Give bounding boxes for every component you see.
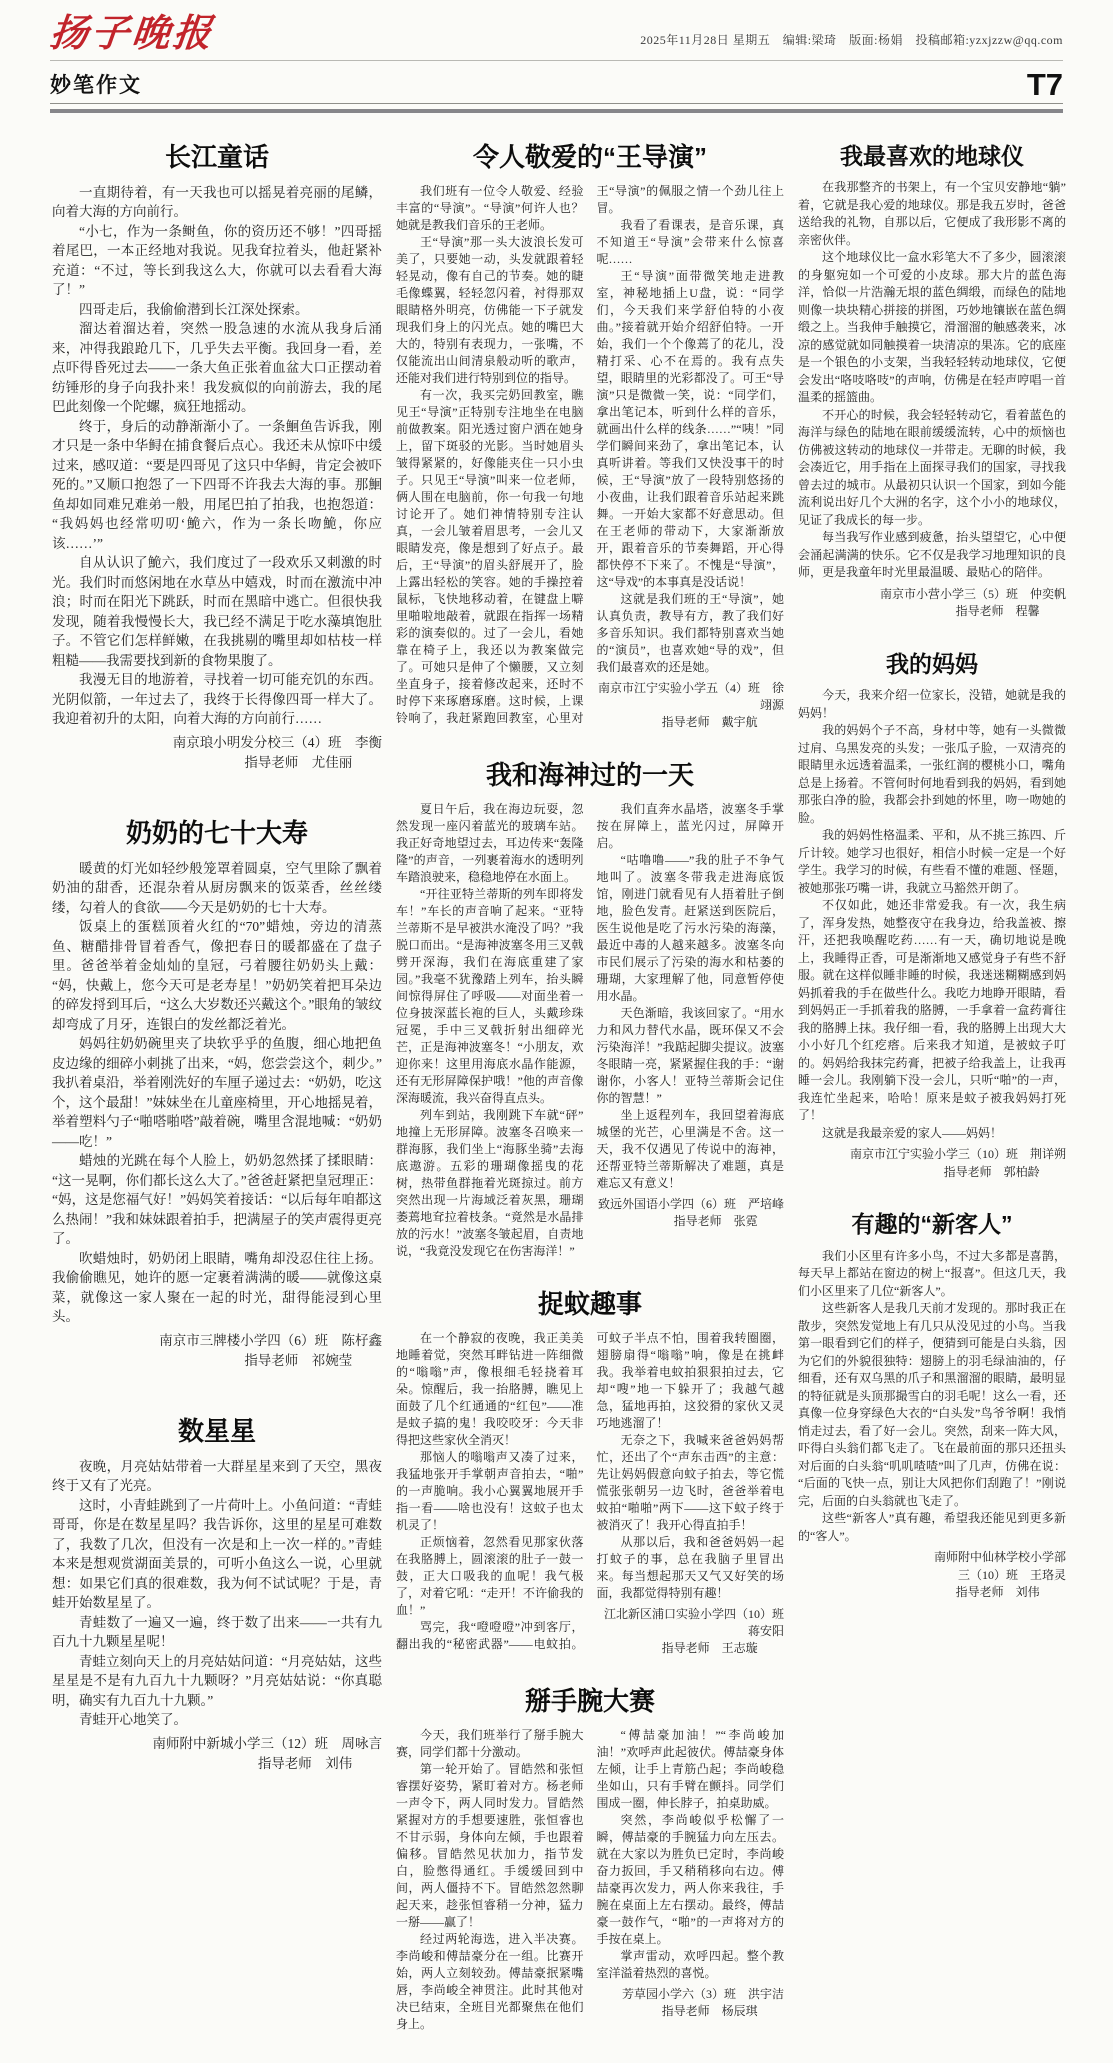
article-paragraph: 这些“新客人”真有趣，希望我还能见到更多新的“客人”。 (798, 1511, 1066, 1543)
byline-line: 指导老师 杨辰琪 (661, 2003, 758, 2018)
byline-line: 芳草园小学六（3）班 洪宇洁 (621, 1986, 784, 2001)
article-paragraph: 在我那整齐的书架上，有一个宝贝安静地“躺”着，它就是我心爱的地球仪。那是我五岁时，爸爸送给我的礼物，自那以后，它便成了我形影不离的亲密伙伴。 (798, 180, 1066, 247)
byline-line: 南师附中仙林学校小学部 (933, 1550, 1066, 1565)
article-byline (597, 1196, 785, 1230)
article-paragraph: 饭桌上的蛋糕顶着火红的“70”蜡烛，旁边的清蒸鱼、糖醋排骨冒着香气，像把春日的暖都盛在了盘子里。爸爸举着金灿灿的皇冠，弓着腰往奶奶头上戴：“妈，快戴上，您今天可是老寿星！”奶奶笑着把耳朵边的碎发捋到耳后，“这么大岁数还兴戴这个。”眼角的皱纹却弯成了月牙，连银白的发丝都泛着光。 (52, 919, 382, 1032)
article-paragraph: 在一个静寂的夜晚，我正美美地睡着觉，突然耳畔钻进一阵细微的“嗡嗡”声，像根细毛轻挠着耳朵。惊醒后，我一抬胳膊，瞧见上面鼓了几个红通通的“红包”——准是蚊子搞的鬼！我咬咬牙：今天非得把这些家伙全消灭！ (396, 1330, 584, 1447)
masthead-row (47, 10, 1063, 55)
article-paragraph: 今天，我来介绍一位家长，没错，她就是我的妈妈！ (798, 688, 1066, 720)
article-paragraph: “傅喆豪加油！”“李尚峻加油！”欢呼声此起彼伏。傅喆豪身体左倾，让手上青筋凸起；李尚峻稳坐如山，只有手臂在颤抖。同学们围成一圈，伸长脖子，拍桌助威。 (596, 1727, 784, 1810)
article-paragraph: 我的妈妈个子不高，身材中等，她有一头微微过肩、乌黑发亮的头发；一张瓜子脸，一双清亮的眼睛里永远透着温柔，一张红润的樱桃小口，嘴角总是上扬着。不管何时何地看到我的妈妈，看到她那张白净的脸，我都会扑到她的怀里，吻一吻她的脸。 (798, 723, 1066, 825)
article-title: 掰手腕大赛 (524, 1685, 655, 1716)
article-body (396, 1727, 784, 2033)
article-paragraph: 骂完，我“噔噔噔”冲到客厅，翻出我的“秘密武器”——电蚊拍。可蚊子半点不怕，围着我转圈圈，翅膀扇得“嗡嗡”响，像是在挑衅我。我举着电蚊拍狠狠拍过去，它却“嗖”地一下躲开了；我越气越急，猛地再拍，这狡猾的家伙又灵巧地逃溜了！ (396, 1330, 784, 1651)
article-paragraph: 妈妈往奶奶碗里夹了块软乎乎的鱼腹，细心地把鱼皮边缘的细碎小刺挑了出来，“妈，您尝尝这个，刺少。”我扒着桌沿，举着刚洗好的车厘子递过去：“奶奶，吃这个，这个最甜！”妹妹坐在儿童座椅里，开心地摇晃着，举着塑料勺子“啪嗒啪嗒”敲着碗，嘴里含混地喊：“奶奶——吃！” (52, 1036, 382, 1149)
article-paragraph: 我们小区里有许多小鸟，不过大多都是喜鹊，每天早上都站在窗边的树上“报喜”。但这几天，我们小区里来了几位“新客人”。 (798, 1248, 1066, 1298)
byline-line: 南师附中新城小学三（12）班 周咏言 (152, 1735, 382, 1751)
article-paragraph: 青蛙立刻向天上的月亮姑姑问道：“月亮姑姑，这些星星是不是有九百九十九颗呀？”月亮姑姑说：“你真聪明，确实有九百九十九颗。” (52, 1653, 382, 1708)
byline-line: 三（10）班 王珞灵 (957, 1567, 1066, 1582)
article-body (798, 687, 1066, 1181)
byline-line: 指导老师 郭柏龄 (943, 1164, 1040, 1179)
page-number: T7 (1026, 67, 1063, 103)
article-byline (597, 1986, 785, 2020)
article-body (52, 859, 382, 1371)
column-middle (396, 129, 797, 2063)
article (52, 143, 382, 773)
byline-line: 指导老师 刘伟 (955, 1585, 1040, 1600)
article-title: 奶奶的七十大寿 (125, 817, 308, 848)
article-paragraph: 第一轮开始了。冒皓然和张恒睿摆好姿势，紧盯着对方。杨老师一声令下，两人同时发力。冒皓然紧握对方的手想要速胜，张恒睿也不甘示弱，身体向左倾，手也跟着偏移。冒皓然见状加力，指节发白，脸憋得通红。手缓缓回到中间，两人僵持不下。冒皓然忽然聊起天来，趁张恒睿稍一分神，猛力一掰——赢了！ (396, 1761, 584, 1929)
article-title: 长江童话 (164, 142, 269, 172)
article-paragraph: 我们直奔水晶塔，波塞冬手掌按在屏障上，蓝光闪过，屏障开启。 (596, 801, 784, 850)
article-paragraph: 终于，身后的动静渐渐小了。一条鮰鱼告诉我，刚才只是一条中华鲟在捕食餐后点心。我还未从惊吓中缓过来，感叹道：“要是四哥见了这只中华鲟，肯定会被吓死的。”又顺口抱怨了一下四哥不许我去大海的事。那鮰鱼却如同难兄难弟一般，用尾巴拍了拍我，也抱怨道：“我妈妈也经常叨叨‘鮠六，作为一条长吻鮠，你应该……’” (52, 418, 382, 551)
article-paragraph: “小七，作为一条鲥鱼，你的资历还不够！”四哥摇着尾巴，一本正经地对我说。见我耷拉着头，他赶紧补充道：“不过，等长到我这么大，你就可以去看看大海了！” (52, 223, 382, 298)
article-paragraph: 夏日午后，我在海边玩耍，忽然发现一座闪着蓝光的玻璃车站。我正好奇地望过去，耳边传来“轰隆隆”的声音，一列裹着海水的透明列车踏浪驶来，稳稳地停在水面上。 (396, 801, 584, 884)
article-paragraph: 这时，小青蛙跳到了一片荷叶上。小鱼问道：“青蛙哥哥，你是在数星星吗？我告诉你，这里的星星可难数了，我数了几次，但没有一次是和上一次一样的。”青蛙本来是想观赏湖面美景的，可听小鱼这么一说，心里就想：如果它们真的很难数，我为何不试试呢？于是，青蛙开始数星星了。 (52, 1497, 382, 1611)
article-byline (52, 1331, 382, 1371)
article-body (396, 801, 784, 1260)
article-paragraph: 列车到站，我刚跳下车就“砰”地撞上无形屏障。波塞冬召唤来一群海豚，我们坐上“海豚坐骑”去海底遨游。五彩的珊瑚像摇曳的花树，热带鱼群拖着光斑掠过。前方突然出现一片海域泛着灰黑，珊瑚萎蔫地耷拉着枝条。“竟然是水晶排放的污水！”波塞冬皱起眉，自责地说，“我竟没发现它在伤害海洋！” (396, 1107, 584, 1258)
article-paragraph: 我们班有一位令人敬爱、经验丰富的“导演”。“导演”何许人也？她就是教我们音乐的王老师。 (396, 183, 584, 232)
article-title: 数星星 (177, 1415, 256, 1446)
article-paragraph: 吹蜡烛时，奶奶闭上眼睛，嘴角却没忍住往上扬。我偷偷瞧见，她许的愿一定裹着满满的暖——就像这桌菜，就像这一家人聚在一起的时光，甜得能浸到心里头。 (52, 1250, 382, 1325)
section-title: 妙笔作文 (50, 74, 142, 97)
dateline: 2025年11月28日 星期五 编辑:梁琦 版面:杨娟 投稿邮箱:yzxjzzw@qq.com (640, 33, 1063, 47)
article-paragraph: 溜达着溜达着，突然一股急速的水流从我身后涌来，冲得我踉跄几下，几乎失去平衡。我回身一看，差点吓得昏死过去——一条大鱼正张着血盆大口正摆动着纺锤形的身子向我扑来！我发疯似的向前游去，我的尾巴此刻像一个陀螺，疯狂地摇动。 (52, 321, 382, 415)
article-paragraph: 突然，李尚峻似乎松懈了一瞬，傅喆豪的手腕猛力向左压去。就在大家以为胜负已定时，李尚峻奋力扳回，手又稍稍移向右边。傅喆豪再次发力，两人你来我往，手腕在桌面上左右摆动。最终，傅喆豪一鼓作气，“啪”的一声将对方的手按在桌上。 (596, 1812, 784, 1946)
article-paragraph: 我看了看课表，是音乐课，真不知道王“导演”会带来什么惊喜呢…… (596, 217, 784, 266)
section-row (50, 61, 1063, 103)
byline-line: 南京市江宁实验小学五（4）班 徐翊源 (597, 680, 784, 712)
article-body (798, 1248, 1066, 1602)
byline-line: 南京市小营小学三（5）班 仲奕帆 (879, 586, 1066, 601)
article-byline (597, 1606, 797, 1657)
article-paragraph: 夜晚，月亮姑姑带着一大群星星来到了天空，黑夜终于又有了光亮。 (52, 1458, 382, 1494)
article-byline (597, 680, 785, 731)
article-paragraph: “咕噜噜——”我的肚子不争气地叫了。波塞冬带我走进海底饭馆，刚进门就看见有人捂着肚子倒地，脸色发青。赶紧送到医院后，医生说他是吃了污水污染的海藻，最近中毒的人越来越多。波塞冬向市民们展示了污染的海水和枯萎的珊瑚，大家理解了他，同意暂停使用水晶。 (596, 852, 784, 1003)
article (52, 819, 382, 1371)
article-paragraph: 这个地球仪比一盒水彩笔大不了多少，圆滚滚的身躯宛如一个可爱的小皮球。那大片的蓝色海洋，恰似一片浩瀚无垠的蓝色绸缎，而绿色的陆地则像一块块精心拼接的拼图，巧妙地镶嵌在蓝色绸缎之上。当我伸手触摸它，滑溜溜的触感袭来，冰凉的感觉就如同触摸着一块清凉的果冻。它的底座是一个银色的小支架，当我轻轻转动地球仪，它便会发出“咯吱咯吱”的声响，仿佛是在轻声哼唱一首温柔的摇篮曲。 (798, 250, 1066, 405)
byline-line: 致远外国语小学四（6）班 严培峰 (597, 1196, 784, 1211)
article-byline (52, 733, 382, 773)
column-left (52, 129, 382, 1820)
article-paragraph: 蜡烛的光跳在每个人脸上，奶奶忽然揉了揉眼睛：“这一晃啊，你们都长这么大了。”爸爸赶紧把皇冠理正：“妈，这是您福气好！”妈妈笑着接话：“以后每年咱都这么热闹！”我和妹妹跟着拍手，把满屋子的笑声震得更亮了。 (52, 1153, 382, 1247)
article-title: 我的妈妈 (886, 650, 978, 677)
article-paragraph: 暖黄的灯光如轻纱般笼罩着圆桌，空气里除了飘着奶油的甜香，还混杂着从厨房飘来的饭菜香，丝丝缕缕，勾着人的食欲——今天是奶奶的七十大寿。 (52, 860, 382, 915)
article-paragraph: 天色渐暗，我该回家了。“用水力和风力替代水晶，既环保又不会污染海洋！”我踮起脚尖提议。波塞冬眼睛一亮，紧紧握住我的手：“谢谢你，小客人！亚特兰蒂斯会记住你的智慧！” (596, 1005, 784, 1105)
article-paragraph: 正烦恼着，忽然看见那家伙落在我胳膊上，圆滚滚的肚子一鼓一鼓，正大口吸我的血呢！我气极了，对着它吼：“走开！不许偷我的血！” (396, 1534, 584, 1617)
byline-line: 指导老师 尤佳丽 (244, 754, 353, 770)
article-title: 捉蚊趣事 (537, 1288, 642, 1319)
article-title: 我最喜欢的地球仪 (840, 143, 1024, 169)
byline-line: 指导老师 祁婉莹 (244, 1352, 353, 1368)
article-body (52, 1457, 382, 1774)
byline-line: 指导老师 王志璇 (661, 1640, 758, 1655)
newspaper-masthead: 扬子晚报 (47, 10, 217, 55)
article-paragraph: 青蛙数了一遍又一遍，终于数了出来——一共有九百九十九颗星星呢！ (52, 1614, 382, 1650)
article-paragraph: 有一次，我买完奶回教室，瞧见王“导演”正特别专注地坐在电脑前做教案。阳光透过窗户洒在她身上，留下斑驳的光影。当时她眉头皱得紧紧的，好像能夹住一只小虫子。只见王“导演”叫来一位老师，俩人围在电脑前，你一句我一句地讨论开了。她们神情特别专注认真，一会儿皱着眉思考，一会儿又眼睛发亮，像是想到了好点子。最后，王“导演”的眉头舒展开了，脸上露出轻松的笑容。她的手操控着鼠标，飞快地移动着，在键盘上噼里啪啦地敲着，就跟在指挥一场精彩的演奏似的。过了一会儿，看她靠在椅子上，我还以为教案做完了。可她只是伸了个懒腰，又立刻坐直身子，接着修改起来，还时不时停下来琢磨琢磨。这时候，上课铃响了，我赶紧跑回教室，心里对王“导演”的佩服之情一个劲儿往上冒。 (396, 183, 784, 725)
article-paragraph: 那恼人的嗡嗡声又凑了过来，我猛地张开手掌朝声音拍去，“啪”的一声脆响。我小心翼翼地展开手指一看——啥也没有！这蚊子也太机灵了！ (396, 1449, 584, 1532)
article-byline (798, 1146, 1066, 1181)
section-divider-thin (50, 103, 1063, 104)
article-body (396, 1330, 797, 1657)
article-paragraph: 不开心的时候，我会轻轻转动它，看着蓝色的海洋与绿色的陆地在眼前缓缓流转，心中的烦恼也仿佛被这转动的地球仪一并带走。无聊的时候，我会凑近它，用手指在上面探寻我们的国家，寻找我曾去过的城市。从最初只认识一个国家，到如今能流利说出好几个大洲的名字，这个小小的地球仪，见证了我成长的每一步。 (798, 407, 1066, 527)
byline-line: 南京市三牌楼小学四（6）班 陈杍鑫 (159, 1332, 382, 1348)
article-paragraph: 这就是我们班的王“导演”，她认真负责，教导有方，教了我们好多音乐知识。我们都特别喜欢当她的“演员”，也喜欢她“导的戏”，但我们最喜欢的还是她。 (596, 591, 784, 674)
article-paragraph: 自从认识了鮠六，我们度过了一段欢乐又刺激的时光。我们时而悠闲地在水草丛中嬉戏，时而在激流中冲浪；时而在阳光下跳跃，时而在黑暗中逃亡。但很快我发现，随着我慢慢长大，我已经不满足于吃水藻填饱肚子。不管它们怎样鲜嫩，在我挑剔的嘴里却如枯枝一样粗糙——我需要找到新的食物果腹了。 (52, 555, 382, 668)
article-paragraph: 青蛙开心地笑了。 (79, 1712, 187, 1728)
byline-line: 南京市江宁实验小学三（10）班 荆详朔 (849, 1147, 1066, 1162)
article-byline (52, 1734, 382, 1774)
article-paragraph: 王“导演”那一头大波浪长发可美了，只要她一动，头发就跟着轻轻晃动，像有自己的节奏。她的睫毛像蝶翼，轻轻忽闪着，衬得那双眼睛格外明亮，仿佛能一下子就发现我们身上的闪光点。她的嘴巴大大的，特别有表现力，一张嘴，不仅能流出山间清泉般动听的歌声，还能对我们进行特别到位的指导。 (396, 234, 584, 385)
article-byline (798, 586, 1066, 621)
article-paragraph: 经过两轮海选，进入半决赛。李尚峻和傅喆豪分在一组。比赛开始，两人立刻较劲。傅喆豪抿紧嘴唇，李尚峻全神贯注。此时其他对决已结束，全班目光都聚焦在他们身上。 (396, 1931, 584, 2031)
article-title: 我和海神过的一天 (485, 759, 694, 790)
article-body (396, 183, 784, 731)
article-body (798, 179, 1066, 621)
article-paragraph: 王“导演”面带微笑地走进教室，神秘地插上U盘，说：“同学们，今天我们来学舒伯特的小夜曲。”接着就开始介绍舒伯特。一开始，我们一个个像蔫了的花儿，没精打采、心不在焉的。我有点失望，眼睛里的光彩都没了。可王“导演”只是微微一笑，说：“同学们，拿出笔记本，听到什么样的音乐，就画出什么样的线条……”“咦！”同学们瞬间来劲了，拿出笔记本，认真听讲着。等我们又快没事干的时候，王“导演”放了一段特别悠扬的小夜曲，让我们跟着音乐站起来跳舞。一开始大家都不好意思动。但在王老师的带动下，大家渐渐放开，跟着音乐的节奏舞蹈，开心得都快停不下来了。不愧是“导演”，这“导戏”的本事真是没话说！ (596, 268, 784, 589)
article-paragraph: 这就是我最亲爱的家人——妈妈！ (822, 1125, 1003, 1140)
article (396, 1288, 797, 1657)
article-paragraph: 不仅如此，她还非常爱我。有一次，我生病了，浑身发热，她整夜守在我身边，给我盖被、擦汗，还把我唤醒吃药……有一天，确切地说是晚上，我睡得正香，可是渐渐地又感觉身子有些不舒服。就在这样似睡非睡的时候，我迷迷糊糊感到妈妈抓着我的手在做些什么。我吃力地睁开眼睛，看到妈妈正一手抓着我的胳膊，一手拿着一盒药膏往我的胳膊上抹。我仔细一看，我的胳膊上出现大大小小好几个红疙瘩。后来我才知道，是被蚊子叮的。妈妈给我抹完药膏，把被子给我盖上，让我再睡一会儿。我刚躺下没一会儿，只听“啪”的一声，我连忙坐起来，哈哈！原来是蚊子被我妈妈打死了！ (798, 898, 1066, 1123)
article-paragraph: 四哥走后，我偷偷潜到长江深处探索。 (79, 301, 309, 317)
article (396, 1687, 784, 2033)
byline-line: 指导老师 程馨 (955, 604, 1040, 619)
article (798, 651, 1066, 1181)
article-paragraph: 我的妈妈性格温柔、平和，从不挑三拣四、斤斤计较。她学习也很好，相信小时候一定是一个好学生。我学习的时候，有些看不懂的难题、怪题，被她那张巧嘴一讲，我就立马豁然开朗了。 (798, 828, 1066, 895)
article-paragraph: 每当我写作业感到疲惫，抬头望望它，心中便会涌起满满的快乐。它不仅是我学习地理知识的良师，更是我童年时光里最温暖、最贴心的陪伴。 (798, 530, 1066, 580)
article (798, 143, 1066, 621)
byline-line: 南京琅小明发分校三（4）班 李衡 (172, 734, 382, 750)
page-body (0, 113, 1113, 2063)
article-paragraph: 坐上返程列车，我回望着海底城堡的光芒，心里满是不舍。这一天，我不仅遇见了传说中的海神，还帮亚特兰蒂斯解决了难题，真是难忘又有意义！ (596, 1107, 784, 1190)
article-paragraph: 这些新客人是我几天前才发现的。那时我正在散步，突然发觉地上有几只从没见过的小鸟。当我第一眼看到它们的样子，便猜到可能是白头翁，因为它们的外貌很独特：翅膀上的羽毛绿油油的，仔细看，还有双乌黑的爪子和黑溜溜的眼睛，最明显的特征就是头顶那撮雪白的羽毛呢！这么一看，还真像一位身穿绿色大衣的“白头发”鸟爷爷啊！我悄悄走过去，看了好一会儿。突然，刮来一阵大风，吓得白头翁们都飞走了。飞在最前面的那只还扭头对后面的白头翁“叽叽喳喳”叫了几声，仿佛在说：“后面的飞快一点，别让大风把你们刮跑了！”刚说完，后面的白头翁就也飞走了。 (798, 1301, 1066, 1508)
byline-line: 指导老师 张霓 (673, 1213, 758, 1228)
article-paragraph: 一直期待着，有一天我也可以摇晃着亮丽的尾鳞，向着大海的方向前行。 (52, 184, 382, 220)
article (52, 1417, 382, 1774)
page-header (0, 0, 1113, 113)
byline-line: 江北新区浦口实验小学四（10）班 蒋安阳 (603, 1606, 797, 1638)
article (396, 143, 784, 731)
article-paragraph: 我漫无目的地游着，寻找着一切可能充饥的东西。光阴似箭，一年过去了，我终于长得像四哥一样大了。我迎着初升的太阳，向着大海的方向前行…… (52, 672, 382, 727)
byline-line: 指导老师 刘伟 (257, 1755, 353, 1771)
article-title: 有趣的“新客人” (851, 1211, 1013, 1238)
article-paragraph: “开往亚特兰蒂斯的列车即将发车！”车长的声音响了起来。“亚特兰蒂斯不是早被洪水淹没了吗？”我脱口而出。“是海神波塞冬用三叉戟劈开深海，我们在海底重建了家园。”我毫不犹豫踏上列车，抬头瞬间惊得屏住了呼吸——对面坐着一位身披深蓝长袍的巨人，头戴珍珠冠冕，手中三叉戟折射出细碎光芒，正是海神波塞冬！“小朋友，欢迎你来！这里用海底水晶作能源，还有无形屏障保护哦！”他的声音像深海暖流，我兴奋得直点头。 (396, 886, 584, 1105)
article-body (52, 183, 382, 773)
article-byline (798, 1549, 1066, 1602)
article-title: 令人敬爱的“王导演” (472, 142, 707, 172)
article-paragraph: 从那以后，我和爸爸妈妈一起打蚊子的事，总在我脑子里冒出来。每当想起那天又气又好笑的场面，我都觉得特别有趣！ (596, 1534, 784, 1600)
article-paragraph: 掌声雷动，欢呼四起。整个教室洋溢着热烈的喜悦。 (596, 1948, 784, 1980)
article-paragraph: 无奈之下，我喊来爸爸妈妈帮忙，还出了个“声东击西”的主意：先让妈妈假意向蚊子拍去，等它慌慌张张朝另一边飞时，爸爸举着电蚊拍“啪啪”两下——这下蚊子终于被消灭了！我开心得直拍手！ (596, 1432, 784, 1532)
column-right (798, 129, 1066, 1632)
article-paragraph: 今天，我们班举行了掰手腕大赛，同学们都十分激动。 (396, 1727, 584, 1759)
article (798, 1211, 1066, 1601)
byline-line: 指导老师 戴宇航 (661, 714, 758, 729)
article (396, 761, 784, 1260)
